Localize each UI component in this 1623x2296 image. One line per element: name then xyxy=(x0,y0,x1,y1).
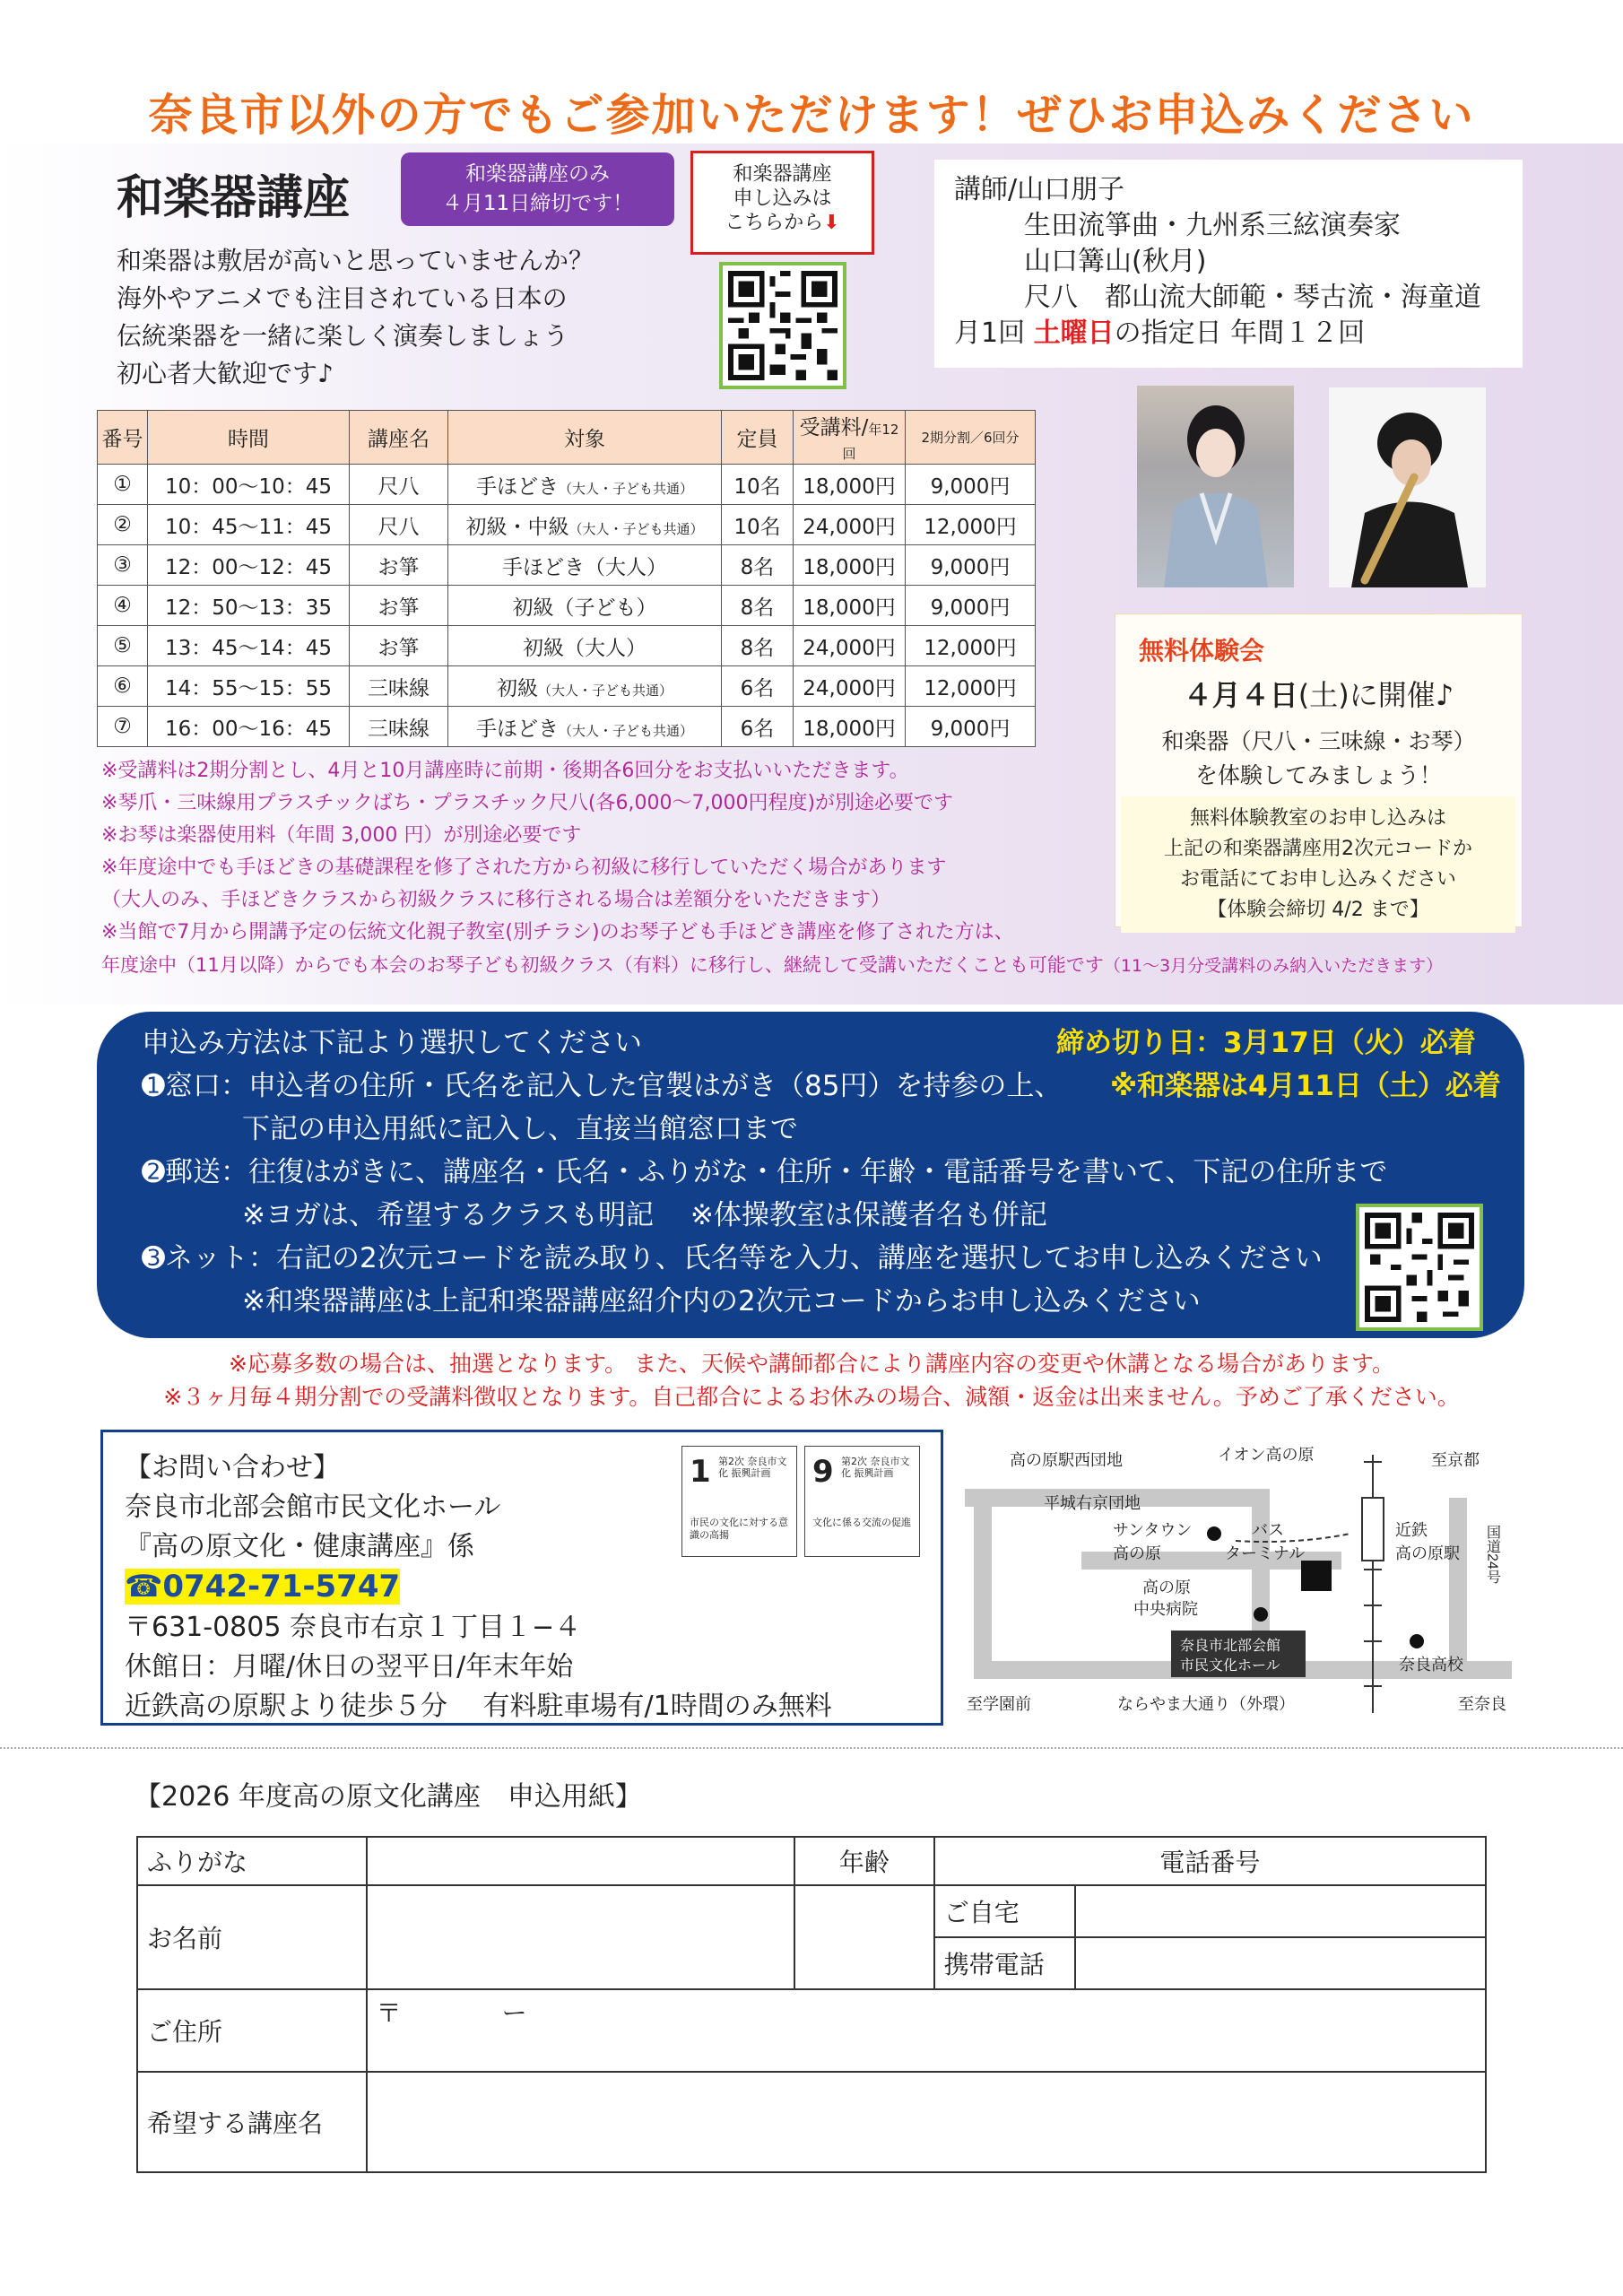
row-target xyxy=(448,545,722,586)
course-title: 和楽器講座 xyxy=(117,171,351,225)
method-net xyxy=(142,1238,1323,1279)
row-number: ④ xyxy=(98,586,148,626)
method-net-text: 右記の2次元コードを読み取り、氏名等を入力、講座を選択してお申し込みください xyxy=(275,1242,1323,1274)
apply-box xyxy=(690,151,874,255)
free-trial-title: 無料体験会 xyxy=(1139,636,1265,665)
access-map xyxy=(956,1435,1539,1731)
map-label-suntown: サンタウン xyxy=(1113,1521,1193,1539)
note-line4: ※年度途中でも手ほどきの基礎課程を修了された方から初級に移行していただく場合があります xyxy=(101,857,947,879)
header-target: 対象 xyxy=(448,411,722,465)
row-course: 三味線 xyxy=(350,707,448,747)
row-target xyxy=(448,586,722,626)
intro-line4: 初心者大歓迎です♪ xyxy=(117,359,334,388)
row-target-main: 手ほどき xyxy=(475,717,559,741)
row-capacity: 8名 xyxy=(722,545,794,586)
free-trial-text1: 和楽器（尺八・三味線・お琴） xyxy=(1161,728,1476,754)
caution-line2: ※３ヶ月毎４期分割での受講料徴収となります。自己都合によるお休みの場合、減額・返金は出来ません。予めご了承ください。 xyxy=(163,1384,1460,1410)
free-trial-date xyxy=(1115,673,1523,714)
header-course: 講座名 xyxy=(350,411,448,465)
schedule-freq: 月1回 xyxy=(954,317,1026,349)
form-input-address[interactable] xyxy=(367,1989,1486,2072)
contact-closed-days: 休館日：月曜/休日の翌平日/年末年始 xyxy=(125,1651,574,1683)
row-capacity: 10名 xyxy=(722,505,794,545)
free-trial-day: (土) xyxy=(1298,678,1350,712)
method-window-text: 申込者の住所・氏名を記入した官製はがき（85円）を持参の上、 xyxy=(247,1070,1063,1102)
table-row xyxy=(98,545,1036,586)
note-line1: ※受講料は2期分割とし、4月と10月講座時に前期・後期各6回分をお支払いいただきます。 xyxy=(101,760,909,782)
station-icon xyxy=(1362,1498,1384,1561)
map-label-west-complex: 高の原駅西団地 xyxy=(1010,1451,1123,1469)
header-capacity: 定員 xyxy=(722,411,794,465)
deadline-badge-line2: ４月11日締切です！ xyxy=(441,192,634,215)
row-target-main: 初級（大人） xyxy=(523,636,647,660)
row-target xyxy=(448,666,722,707)
form-title: 【2026 年度高の原文化講座 申込用紙】 xyxy=(135,1781,642,1813)
row-target-sub: （大人・子ども共通） xyxy=(558,722,693,739)
sdg-9-desc: 文化に係る交流の促進 xyxy=(812,1517,911,1528)
row-capacity: 8名 xyxy=(722,586,794,626)
row-split-fee: 9,000円 xyxy=(906,545,1036,586)
map-label-hall2: 市民文化ホール xyxy=(1180,1658,1280,1674)
row-number: ⑤ xyxy=(98,626,148,666)
header-time: 時間 xyxy=(148,411,350,465)
table-row xyxy=(98,505,1036,545)
row-course: 尺八 xyxy=(350,465,448,505)
row-course: 三味線 xyxy=(350,666,448,707)
free-trial-date-value: ４月４日 xyxy=(1183,678,1298,712)
row-course: お箏 xyxy=(350,626,448,666)
row-split-fee: 9,000円 xyxy=(906,465,1036,505)
row-split-fee: 12,000円 xyxy=(906,626,1036,666)
method-window xyxy=(142,1065,1062,1107)
row-time: 14：55〜15：55 xyxy=(148,666,350,707)
form-label-course: 希望する講座名 xyxy=(137,2072,367,2172)
deadline-badge-line1: 和楽器講座のみ xyxy=(465,162,610,186)
free-note-line3: お電話にてお申し込みください xyxy=(1179,868,1456,891)
headline-banner: 奈良市以外の方でもご参加いただけます！ぜひお申込みください xyxy=(148,90,1475,141)
teacher-schedule xyxy=(954,316,1503,352)
teacher-line3: 山口篝山(秋月) xyxy=(1024,246,1207,277)
cut-line xyxy=(0,1747,1623,1749)
map-label-narayama: ならやま大通り（外環） xyxy=(1117,1695,1295,1713)
schedule-day: 土曜日 xyxy=(1033,317,1115,349)
row-target xyxy=(448,626,722,666)
form-row-course xyxy=(137,2072,1486,2172)
row-fee: 18,000円 xyxy=(794,586,906,626)
row-time: 10：00〜10：45 xyxy=(148,465,350,505)
map-label-to-nara: 至奈良 xyxy=(1458,1695,1506,1713)
table-row xyxy=(98,626,1036,666)
teacher-photo-koto xyxy=(1137,386,1294,587)
table-row xyxy=(98,707,1036,747)
row-split-fee: 9,000円 xyxy=(906,707,1036,747)
sdg-1-desc: 市民の文化に対する意識の高揚 xyxy=(690,1517,788,1541)
map-label-terminal: ターミナル xyxy=(1225,1544,1306,1562)
method-net-label: ➌ネット： xyxy=(142,1242,276,1274)
row-capacity: 10名 xyxy=(722,465,794,505)
method-mail-text: 往復はがきに、講座名・氏名・ふりがな・住所・年齢・電話番号を書いて、下記の住所まで xyxy=(247,1156,1388,1188)
row-target-main: 手ほどき xyxy=(475,474,559,499)
contact-heading: 【お問い合わせ】 xyxy=(125,1452,340,1483)
method-window-note: ※和楽器は4月11日（土）必着 xyxy=(1110,1070,1501,1102)
form-row-name-1 xyxy=(137,1885,1486,1937)
header-fee-label: 受講料/ xyxy=(799,416,869,439)
map-label-to-gakuen: 至学園前 xyxy=(967,1695,1031,1713)
row-time: 10：45〜11：45 xyxy=(148,505,350,545)
qr-code-online[interactable] xyxy=(1356,1204,1483,1331)
free-trial-suffix: に開催♪ xyxy=(1349,678,1454,712)
map-label-station: 高の原駅 xyxy=(1395,1544,1460,1562)
method-mail xyxy=(142,1152,1387,1193)
row-target-sub: （大人・子ども共通） xyxy=(558,480,693,497)
qr-code-icon xyxy=(728,271,838,380)
down-arrow-icon: ⬇ xyxy=(823,212,840,234)
row-capacity: 8名 xyxy=(722,626,794,666)
schedule-rest: の指定日 年間１２回 xyxy=(1114,317,1366,349)
application-methods xyxy=(97,1012,1524,1338)
form-label-age: 年齢 xyxy=(794,1837,934,1885)
intro-line3: 伝統楽器を一緒に楽しく演奏しましょう xyxy=(117,321,569,351)
table-row xyxy=(98,586,1036,626)
row-number: ③ xyxy=(98,545,148,586)
note-line7-main: 年度途中（11月以降）からでも本会のお琴子ども初級クラス（有料）に移行し、継続して受講いただくことも可能です xyxy=(101,954,1104,976)
method-window-label: ➊窓口： xyxy=(142,1070,248,1102)
row-course: 尺八 xyxy=(350,505,448,545)
row-capacity: 6名 xyxy=(722,707,794,747)
row-fee: 18,000円 xyxy=(794,545,906,586)
row-time: 12：00〜12：45 xyxy=(148,545,350,586)
free-note-line1: 無料体験教室のお申し込みは xyxy=(1189,807,1446,830)
row-number: ⑦ xyxy=(98,707,148,747)
sdg-badge-1 xyxy=(681,1446,797,1557)
schedule-table xyxy=(97,410,1036,747)
map-label-school: 奈良高校 xyxy=(1399,1656,1463,1674)
suntown-marker-icon xyxy=(1207,1526,1221,1541)
row-split-fee: 12,000円 xyxy=(906,505,1036,545)
row-capacity: 6名 xyxy=(722,666,794,707)
header-split: 2期分割／6回分 xyxy=(906,411,1036,465)
teacher-photo-figure-2 xyxy=(1329,387,1486,587)
row-fee: 24,000円 xyxy=(794,626,906,666)
row-course: お箏 xyxy=(350,545,448,586)
form-input-home[interactable] xyxy=(1075,1885,1486,1937)
row-fee: 18,000円 xyxy=(794,465,906,505)
row-target-sub: （大人・子ども共通） xyxy=(568,520,704,537)
map-label-kintetsu: 近鉄 xyxy=(1395,1521,1428,1539)
row-fee: 18,000円 xyxy=(794,707,906,747)
apply-box-line3: こちらから xyxy=(725,212,824,234)
form-input-name[interactable] xyxy=(367,1885,794,1989)
application-deadline: 締め切り日：3月17日（火）必着 xyxy=(1056,1027,1476,1059)
note-line5: （大人のみ、手ほどきクラスから初級クラスに移行される場合は差額分をいただきます） xyxy=(101,889,891,911)
note-line7 xyxy=(101,949,1443,982)
row-course: お箏 xyxy=(350,586,448,626)
free-note-line4: 【体験会締切 4/2 まで】 xyxy=(1207,899,1429,921)
teacher-photo-figure xyxy=(1137,386,1294,587)
row-number: ⑥ xyxy=(98,666,148,707)
row-target-main: 初級 xyxy=(496,676,538,700)
method-window-text2: 下記の申込用紙に記入し、直接当館窓口まで xyxy=(242,1113,798,1145)
row-time: 16：00〜16：45 xyxy=(148,707,350,747)
fee-notes xyxy=(101,755,1443,982)
row-target-main: 初級（子ども） xyxy=(512,596,657,620)
map-label-to-kyoto: 至京都 xyxy=(1431,1451,1480,1469)
contact-access: 近鉄高の原駅より徒歩５分 有料駐車場有/1時間のみ無料 xyxy=(125,1691,832,1722)
header-no: 番号 xyxy=(98,411,148,465)
intro-line2: 海外やアニメでも注目されている日本の xyxy=(117,283,568,313)
teacher-photo-shakuhachi xyxy=(1329,387,1486,587)
map-label-aeon: イオン高の原 xyxy=(1218,1446,1315,1464)
method-net-note: ※和楽器講座は上記和楽器講座紹介内の2次元コードからお申し込みください xyxy=(242,1285,1201,1318)
form-label-address: ご住所 xyxy=(137,1989,367,2072)
form-input-mobile[interactable] xyxy=(1075,1937,1486,1989)
qr-code-course[interactable] xyxy=(719,262,846,389)
note-line6: ※当館で7月から開講予定の伝統文化親子教室(別チラシ)のお琴子ども手ほどき講座を修了された方は、 xyxy=(101,921,1014,944)
row-fee: 24,000円 xyxy=(794,666,906,707)
intro-line1: 和楽器は敷居が高いと思っていませんか？ xyxy=(117,246,595,275)
form-label-phone: 電話番号 xyxy=(934,1837,1486,1885)
course-intro xyxy=(117,242,594,393)
contact-address: 〒631-0805 奈良市右京１丁目１−４ xyxy=(125,1612,582,1643)
qr-code-icon xyxy=(1365,1213,1474,1322)
caution-line1: ※応募多数の場合は、抽選となります。 また、天候や講師都合により講座内容の変更や休講となる場合があります。 xyxy=(229,1351,1394,1377)
method-mail-label: ➋郵送： xyxy=(142,1156,248,1188)
cautions xyxy=(0,1347,1623,1413)
header-fee xyxy=(794,411,906,465)
teacher-line2: 生田流箏曲・九州系三絃演奏家 xyxy=(1024,210,1401,241)
sdg-badge-9 xyxy=(804,1446,920,1557)
sdg-1-number: 1 xyxy=(690,1454,711,1490)
deadline-badge xyxy=(401,152,674,226)
sdg-9-title: 第2次 奈良市文化 振興計画 xyxy=(841,1456,910,1479)
map-label-hospital2: 中央病院 xyxy=(1133,1600,1198,1618)
teacher-line1: 講師/山口朋子 xyxy=(954,174,1125,205)
sdg-1-title: 第2次 奈良市文化 振興計画 xyxy=(718,1456,787,1479)
hospital-marker-icon xyxy=(1254,1607,1268,1622)
form-label-furigana: ふりがな xyxy=(137,1837,367,1885)
schedule-header-row xyxy=(98,411,1036,465)
map-label-heijo: 平城右京団地 xyxy=(1044,1494,1141,1512)
row-number: ① xyxy=(98,465,148,505)
form-label-name: お名前 xyxy=(137,1885,367,1989)
application-form xyxy=(136,1836,1487,2173)
row-time: 13：45〜14：45 xyxy=(148,626,350,666)
map-label-takanohara: 高の原 xyxy=(1113,1544,1161,1562)
row-fee: 24,000円 xyxy=(794,505,906,545)
form-label-home: ご自宅 xyxy=(934,1885,1075,1937)
form-label-mobile: 携帯電話 xyxy=(934,1937,1075,1989)
map-label-hall1: 奈良市北部会館 xyxy=(1180,1639,1281,1654)
form-input-course[interactable] xyxy=(367,2072,1486,2172)
application-heading: 申込み方法は下記より選択してください xyxy=(142,1027,642,1059)
note-line3: ※お琴は楽器使用料（年間 3,000 円）が別途必要です xyxy=(101,824,582,847)
row-target-sub: （大人・子ども共通） xyxy=(537,682,673,699)
school-marker-icon xyxy=(1410,1634,1424,1648)
note-line2: ※琴爪・三味線用プラスチックばち・プラスチック尺八(各6,000〜7,000円程度)が別途必要です xyxy=(101,792,954,814)
form-postal-mark: 〒 ー xyxy=(376,1998,527,2028)
contact-org: 奈良市北部会館市民文化ホール xyxy=(125,1492,501,1523)
free-note-line2: 上記の和楽器講座用2次元コードか xyxy=(1164,838,1472,860)
row-target xyxy=(448,465,722,505)
hall-marker-icon xyxy=(1301,1561,1332,1591)
header-fee-sub: 年12回 xyxy=(842,422,899,462)
form-input-age[interactable] xyxy=(794,1885,934,1989)
form-row-address xyxy=(137,1989,1486,2072)
note-line7-sub: （11〜3月分受講料のみ納入いただきます） xyxy=(1103,956,1444,976)
map-label-bus: バス xyxy=(1252,1521,1284,1539)
teacher-line4: 尺八 都山流大師範・琴古流・海童道 xyxy=(1024,282,1481,313)
free-trial-text2: を体験してみましょう！ xyxy=(1194,762,1442,788)
map-label-route: 国道24号 xyxy=(1484,1525,1500,1584)
row-time: 12：50〜13：35 xyxy=(148,586,350,626)
table-row xyxy=(98,465,1036,505)
row-split-fee: 12,000円 xyxy=(906,666,1036,707)
map-label-hospital1: 高の原 xyxy=(1142,1578,1191,1596)
row-number: ② xyxy=(98,505,148,545)
table-row xyxy=(98,666,1036,707)
row-target xyxy=(448,707,722,747)
teacher-info xyxy=(934,160,1523,368)
apply-box-line1: 和楽器講座 xyxy=(733,163,832,186)
form-row-furigana xyxy=(137,1837,1486,1885)
contact-dept: 『高の原文化・健康講座』係 xyxy=(125,1531,474,1562)
row-target-main: 初級・中級 xyxy=(465,515,569,539)
sdg-9-number: 9 xyxy=(812,1454,834,1490)
method-mail-note: ※ヨガは、希望するクラスも明記 ※体操教室は保護者名も併記 xyxy=(242,1199,1047,1231)
form-input-furigana[interactable] xyxy=(367,1837,794,1885)
row-target-main: 手ほどき（大人） xyxy=(502,555,667,579)
apply-box-line2: 申し込みは xyxy=(733,187,832,210)
row-split-fee: 9,000円 xyxy=(906,586,1036,626)
contact-phone[interactable]: ☎0742-71-5747 xyxy=(125,1569,401,1605)
row-target xyxy=(448,505,722,545)
